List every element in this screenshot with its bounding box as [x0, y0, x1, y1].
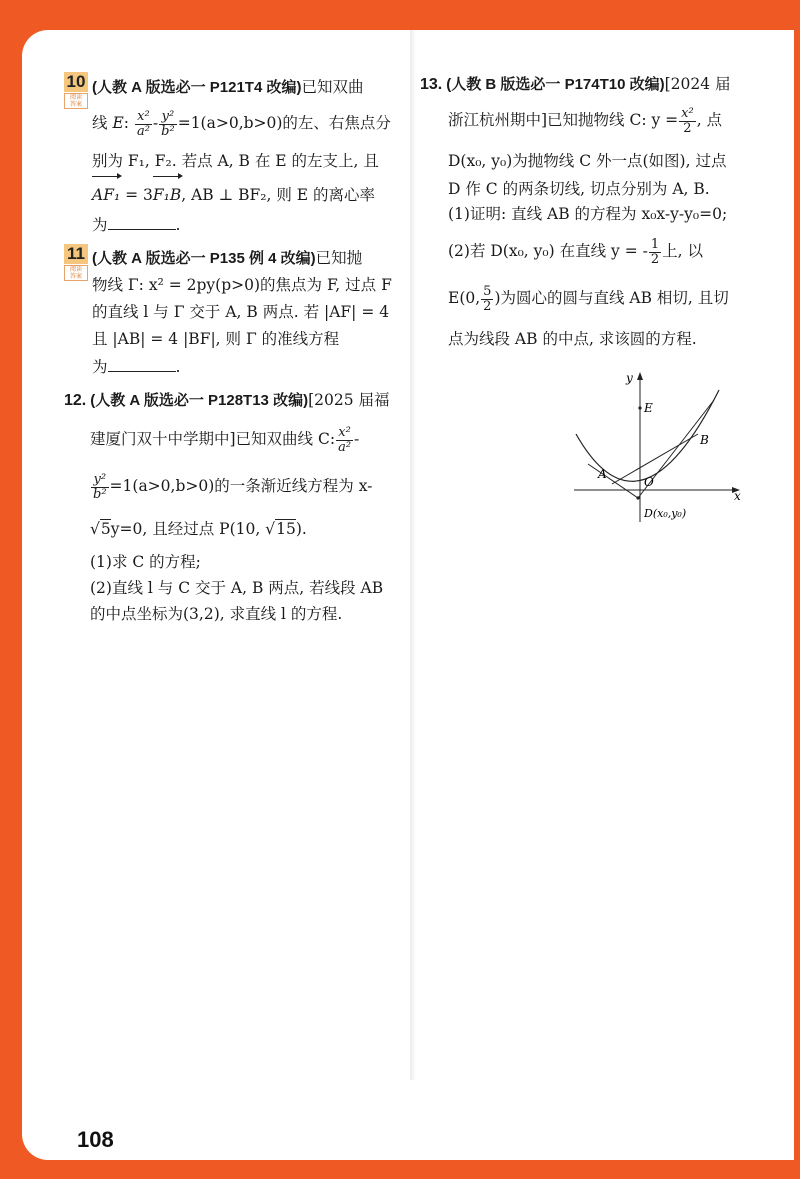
- fraction: $\frac{\text{y²}}{\text{b²}}$: [161, 108, 175, 139]
- q12-line-7: 的中点坐标为(3,2), 求直线 l 的方程.: [90, 605, 343, 623]
- q13-line-3: D(x₀, y₀)为抛物线 C 外一点(如图), 过点: [448, 152, 727, 170]
- y-axis-arrow-icon: [637, 372, 643, 380]
- answer-blank[interactable]: [108, 215, 176, 230]
- label-o: O: [644, 475, 654, 489]
- q12-line-4: √5y=0, 且经过点 P(10, √15).: [90, 520, 307, 538]
- q11-line-1: (人教 A 版选必一 P135 例 4 改编)已知抛: [92, 249, 363, 267]
- fraction: $\frac{\text{y²}}{\text{b²}}$: [93, 471, 107, 502]
- q13-line-4: D 作 C 的两条切线, 切点分别为 A, B.: [448, 180, 710, 198]
- q10-line-4: AF₁ = 3F₁B, AB ⊥ BF₂, 则 E 的离心率: [74, 178, 400, 212]
- q10-line-1: (人教 A 版选必一 P121T4 改编)已知双曲: [92, 78, 364, 96]
- fraction: $\frac{\text{x²}}{\text{a²}}$: [136, 108, 150, 139]
- point-d: [636, 496, 639, 499]
- q13-line-6: (2)若 D(x₀, y₀) 在直线 y = - $\frac{1}{2}$ 上, 以: [448, 236, 704, 267]
- q13-line-1: 13. (人教 B 版选必一 P174T10 改编)[2024 届: [420, 75, 731, 93]
- label-d: D(x₀,y₀): [644, 507, 687, 520]
- question-number: 10: [64, 72, 88, 92]
- q12-line-5: (1)求 C 的方程;: [90, 553, 201, 571]
- page-number: 108: [77, 1127, 114, 1152]
- answer-tag-icon: 阅读 答案: [64, 265, 88, 281]
- q12-line-3: $\frac{\text{y²}}{\text{b²}}$ =1(a>0,b>0)的一条渐近线方程为 x-: [93, 471, 373, 502]
- fraction: $\frac{1}{2}$: [650, 236, 660, 267]
- q13-line-5: (1)证明: 直线 AB 的方程为 x₀x-y-y₀=0;: [448, 205, 728, 223]
- q12-line-1: 12. (人教 A 版选必一 P128T13 改编)[2025 届福: [64, 391, 390, 409]
- label-a: A: [598, 467, 607, 481]
- q13-line-7: E(0, $\frac{5}{2}$ )为圆心的圆与直线 AB 相切, 且切: [448, 283, 729, 314]
- q13-line-8: 点为线段 AB 的中点, 求该圆的方程.: [448, 330, 697, 348]
- q13-line-2: 浙江杭州期中]已知抛物线 C: y = $\frac{\text{x²}}{2}$ , 点: [448, 105, 723, 136]
- left-column: [64, 72, 400, 627]
- fraction: $\frac{\text{x²}}{\text{a²}}$: [338, 424, 352, 455]
- top-border: [0, 0, 800, 30]
- q11-line-2: 物线 Γ: x² = 2py(p>0)的焦点为 F, 过点 F: [92, 276, 392, 294]
- q11-line-3: 的直线 l 与 Γ 交于 A, B 两点. 若 |AF| = 4: [92, 303, 390, 321]
- point-e: [638, 406, 641, 409]
- label-b: B: [700, 433, 709, 447]
- fraction: $\frac{5}{2}$: [483, 283, 492, 314]
- answer-tag-icon: 阅读 答案: [64, 93, 88, 109]
- question-10: [66, 72, 400, 238]
- q12-line-2: 建厦门双十中学期中]已知双曲线 C: $\frac{\text{x²}}{\text{a²}}$ -: [90, 424, 360, 455]
- question-11: [67, 244, 400, 381]
- answer-blank[interactable]: [108, 357, 176, 372]
- right-column: [420, 72, 748, 520]
- q10-line-2: 线 E: $\frac{\text{x²}}{\text{a²}}$ - $\frac{\text{y²}}{\text{b²}}$ =1(a>0,b>0)的左、右焦点分: [92, 108, 391, 139]
- q11-line-5: 为 .: [92, 358, 181, 376]
- label-x: x: [734, 489, 741, 503]
- column-divider: [410, 30, 416, 1080]
- label-y: y: [626, 371, 633, 385]
- q11-line-4: 且 |AB| = 4 |BF|, 则 Γ 的准线方程: [92, 330, 340, 348]
- question-13: [420, 72, 731, 356]
- q10-line-5: 为 .: [92, 216, 181, 234]
- question-number: 11: [64, 244, 88, 264]
- q10-line-3: 别为 F₁, F₂. 若点 A, B 在 E 的左支上, 且: [92, 152, 379, 170]
- label-e: E: [644, 401, 653, 415]
- q12-line-6: (2)直线 l 与 C 交于 A, B 两点, 若线段 AB: [90, 579, 384, 597]
- question-12: [64, 385, 390, 627]
- parabola-figure: [574, 372, 754, 532]
- fraction: $\frac{\text{x²}}{2}$: [681, 105, 694, 136]
